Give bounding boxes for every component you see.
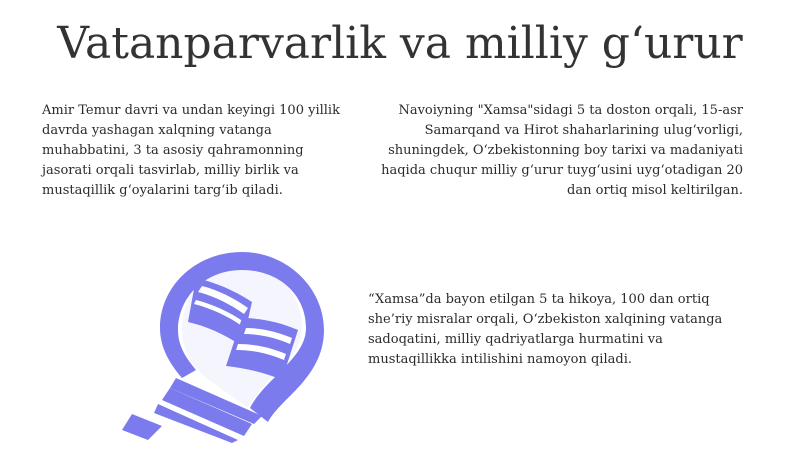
right-paragraph: Navoiyning "Xamsa"sidagi 5 ta doston orqali, 15-asr Samarqand va Hirot shaharlarining ulug‘vorligi, shuningdek, O‘zbekistonning boy tarixi va madaniyati haqida chuqur milliy g‘urur tuyg‘usini uyg‘otadigan 20 dan ortiq misol keltirilgan. <box>381 103 743 198</box>
lightbulb-with-book-icon <box>92 248 332 443</box>
slide-title: Vatanparvarlik va milliy g‘urur <box>57 18 743 69</box>
bulb-base-ring-3 <box>122 414 162 440</box>
left-paragraph: Amir Temur davri va undan keyingi 100 yillik davrda yashagan xalqning vatanga muhabbatini, 3 ta asosiy qahramonning jasorati orqali tasvirlab, milliy birlik va mustaqillik g‘oyalarini targ‘ib qiladi. <box>42 103 340 198</box>
bottom-paragraph: “Xamsa”da bayon etilgan 5 ta hikoya, 100 dan ortiq she’riy misralar orqali, O‘zbekiston xalqining vatanga sadoqatini, milliy qadriyatlarga hurmatini va mustaqillikka intilishini namoyon qiladi. <box>368 292 723 367</box>
